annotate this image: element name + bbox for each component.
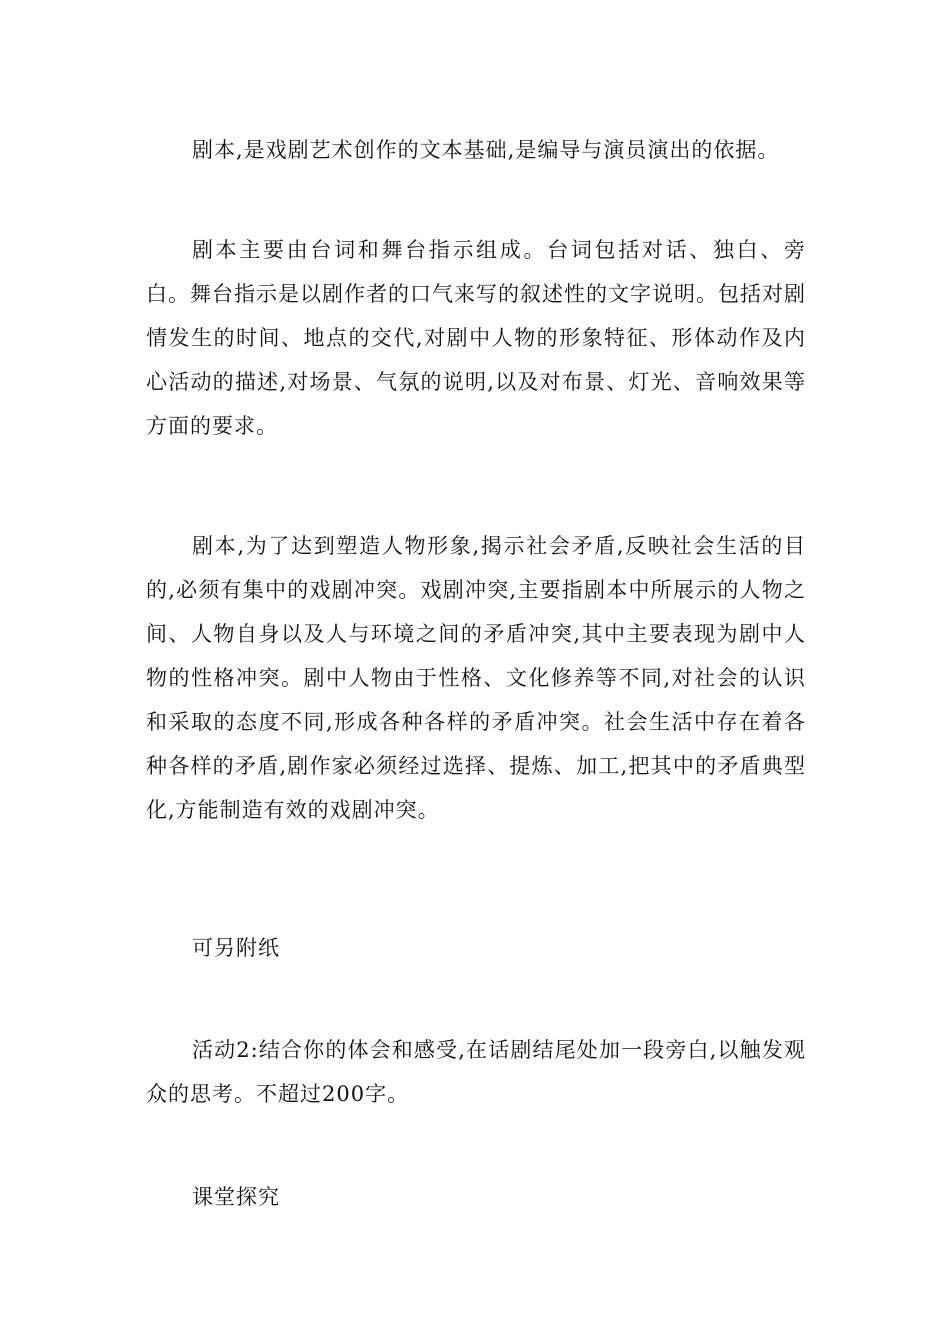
paragraph-activity-2: 活动2:结合你的体会和感受,在话剧结尾处加一段旁白,以触发观众的思考。不超过200字。	[146, 1038, 806, 1106]
section-heading-classroom-inquiry: 课堂探究	[192, 1185, 280, 1209]
paragraph-dramatic-conflict: 剧本,为了达到塑造人物形象,揭示社会矛盾,反映社会生活的目的,必须有集中的戏剧冲突。戏剧冲突,主要指剧本中所展示的人物之间、人物自身以及人与环境之间的矛盾冲突,其中主要表现为剧中人物的性格冲突。剧中人物由于性格、文化修养等不同,对社会的认识和采取的态度不同,形成各种各样的矛盾冲突。社会生活中存在着各种各样的矛盾,剧作家必须经过选择、提炼、加工,把其中的矛盾典型化,方能制造有效的戏剧冲突。	[146, 534, 806, 822]
paragraph-attach-paper-note: 可另附纸	[192, 936, 280, 960]
paragraph-script-composition: 剧本主要由台词和舞台指示组成。台词包括对话、独白、旁白。舞台指示是以剧作者的口气来写的叙述性的文字说明。包括对剧情发生的时间、地点的交代,对剧中人物的形象特征、形体动作及内心活动的描述,对场景、气氛的说明,以及对布景、灯光、音响效果等方面的要求。	[146, 238, 806, 438]
paragraph-script-definition: 剧本,是戏剧艺术创作的文本基础,是编导与演员演出的依据。	[192, 138, 780, 162]
